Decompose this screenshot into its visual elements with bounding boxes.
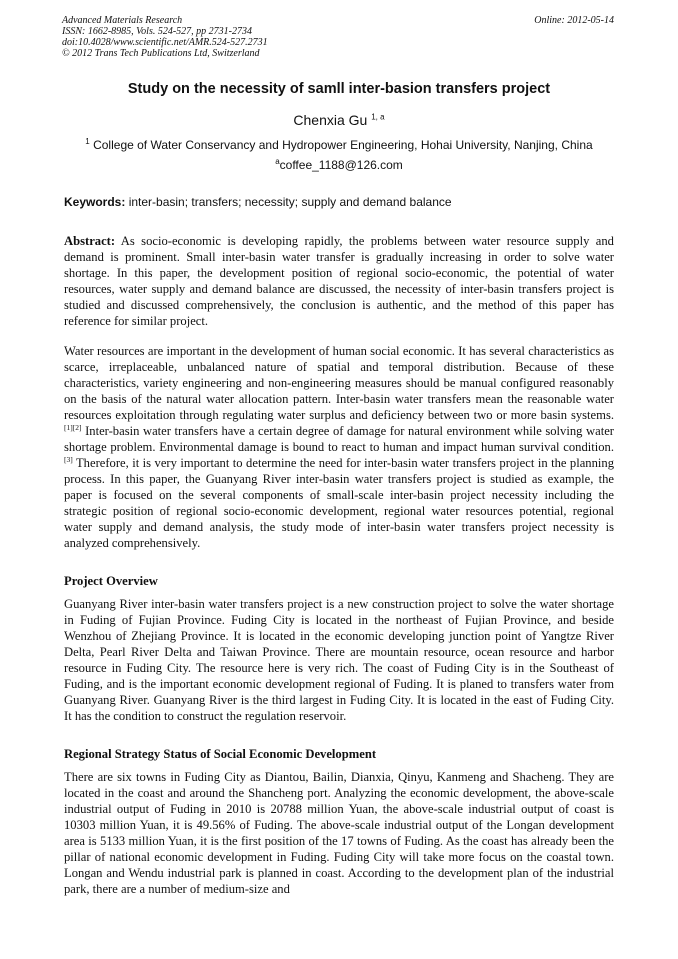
keywords (64, 195, 624, 209)
online-date: Online: 2012-05-14 (534, 15, 614, 26)
author-sup: 1, a (371, 112, 385, 122)
abstract (64, 233, 614, 329)
journal-header (62, 15, 482, 59)
intro-part3: Therefore, it is very important to determine the need for inter-basin water transfers project in the planning process. In this paper, the Guanyang River inter-basin water transfers project is studied as example, the paper is focused on the several components of small-scale inter-basin project necessity including the strategic position of regional socio-economic development, regional water resources potential, regional water supply and demand analysis, the study mode of inter-basin water transfers project necessity is analyzed comprehensively. (64, 456, 614, 550)
author-line (40, 112, 638, 128)
strategy-text: There are six towns in Fuding City as Diantou, Bailin, Dianxia, Qinyu, Kanmeng and Shacheng. They are located in the coast and around the Shancheng port. Analyzing the economic development, the above-scale industrial output of Fuding in 2010 is 20788 million Yuan, the above-scale industrial output of coast is 10303 million Yuan, it is 49.56% of Fuding. The above-scale industrial output of the Longan development area is 5133 million Yuan, it is the first position of the 17 towns of Fuding. As the coast has already been the pillar of national economic development in Fuding. Fuding City will take more focus on the coastal town. Longan and Wendu industrial park is planned in coast. According to the development plan of the industrial park, there are a number of medium-size and (64, 770, 614, 896)
paper-title: Study on the necessity of samll inter-basion transfers project (127, 81, 551, 97)
overview-text: Guanyang River inter-basin water transfers project is a new construction project to solve the water shortage in Fuding of Fujian Province. Fuding City is located in the northeast of Fujian Province, and beside Wenzhou of Zhejiang Province. It is located in the economic developing junction point of Yangtze River Delta, Pearl River Delta and Taiwan Province. There are mountain resource, ocean resource and harbor resource in Fuding City. The resource here is very rich. The coast of Fuding City is in the Southeast of Fuding, and is the important economic development regional of Fuding. It is planed to transfers water from Guanyang River. Guanyang River is the third largest in Fuding City. It is located in the east of Fuding City. It has the condition to construct the regulation reservoir. (64, 597, 614, 723)
affiliation (30, 138, 648, 152)
journal-name: Advanced Materials Research (62, 15, 183, 26)
introduction (64, 343, 614, 551)
affiliation-text: College of Water Conservancy and Hydropower Engineering, Hohai University, Nanjing, China (93, 138, 593, 152)
keywords-text: inter-basin; transfers; necessity; supply and demand balance (128, 195, 452, 209)
citation-1-2: [1][2] (64, 422, 82, 432)
affiliation-sup: 1 (85, 137, 90, 146)
author-email (40, 158, 638, 172)
intro-part1: Water resources are important in the development of human social economic. It has several characteristics as scarce, irreplaceable, unbalanced nature of spatial and temporal distribution. Because of these characteristics, variety engineering and non-engineering measures should be manual configured reasonably on the basis of the natural water allocation pattern. Inter-basin water transfers mean the reasonable water resources exploitation through regulating water surplus and deficiency between two or more basin systems. (64, 344, 614, 422)
journal-doi: doi:10.4028/www.scientific.net/AMR.524-527.2731 (62, 37, 268, 48)
author-name: Chenxia Gu (293, 112, 368, 128)
section-heading-regional-strategy: Regional Strategy Status of Social Economic Development (64, 747, 377, 761)
email-sup: a (275, 157, 280, 166)
citation-3: [3] (64, 454, 73, 464)
keywords-label: Keywords: (64, 195, 126, 209)
section-regional-strategy (64, 769, 614, 897)
section-heading-project-overview: Project Overview (64, 574, 158, 588)
journal-issn: ISSN: 1662-8985, Vols. 524-527, pp 2731-2734 (62, 26, 252, 37)
intro-part2: Inter-basin water transfers have a certain degree of damage for natural environment while solving water shortage problem. Environmental damage is bound to react to human and impact human survival condition. (64, 424, 614, 454)
section-project-overview (64, 596, 614, 724)
abstract-label: Abstract: (64, 234, 116, 248)
journal-copyright: © 2012 Trans Tech Publications Ltd, Switzerland (62, 48, 260, 59)
abstract-text: As socio-economic is developing rapidly, the problems between water resource supply and demand is prominent. Small inter-basin water transfer is gradually increasing in order to solve water shortage. In this paper, the development position of regional socio-economic, the potential of water resources, water supply and demand balance are discussed, the necessity of inter-basin transfers project is studied and discussed comprehensively, the conclusion is authentic, and the method of this paper has reference for similar project. (64, 234, 614, 328)
email-text: coffee_1188@126.com (279, 158, 403, 172)
